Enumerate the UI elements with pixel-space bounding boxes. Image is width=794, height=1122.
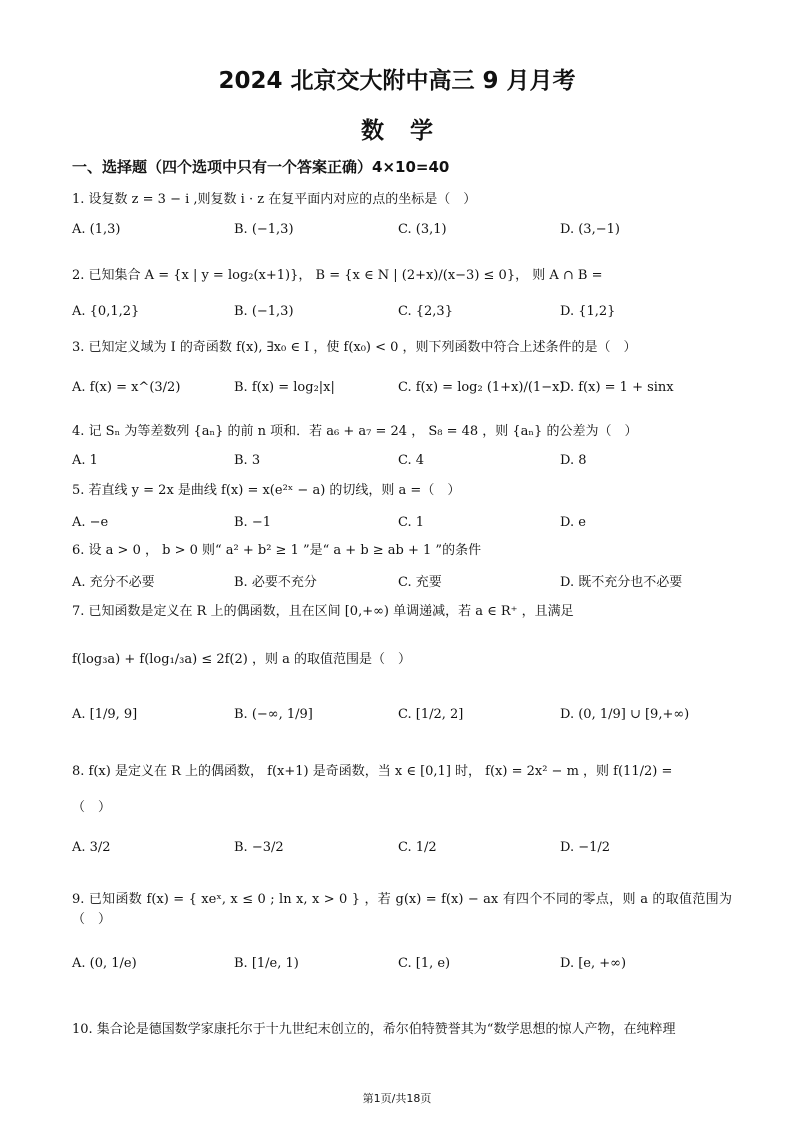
question-7-options [72,707,732,731]
option-a: A. [1/9, 9] [72,707,138,722]
option-a: A. {0,1,2} [72,304,140,319]
option-a: A. 1 [72,453,98,468]
question-5-options [72,515,732,539]
option-c: C. 1/2 [398,840,437,855]
question-10-stem: 10. 集合论是德国数学家康托尔于十九世纪末创立的，希尔伯特赞誉其为“数学思想的惊人产物，在纯粹理 [72,1022,676,1037]
question-6-options [72,571,732,595]
option-d: D. e [560,515,586,530]
option-b: B. [1/e, 1) [234,956,299,971]
option-b: B. 3 [234,453,261,468]
page-footer: 第1页/共18页 [362,1092,432,1105]
option-b: B. (−1,3) [234,222,294,237]
option-c: C. 1 [398,515,425,530]
question-8-options [72,840,732,864]
option-a: A. (1,3) [72,222,121,237]
page-title: 2024 北京交大附中高三 9 月月考 [218,68,576,94]
option-c: C. (3,1) [398,222,447,237]
option-b: B. (−∞, 1/9] [234,707,313,722]
question-1-stem: 1. 设复数 z = 3 − i ,则复数 i · z 在复平面内对应的点的坐标是（ ） [72,192,477,207]
option-d: D. [e, +∞) [560,956,627,971]
option-d: D. 8 [560,453,587,468]
question-1-options [72,222,732,246]
option-d: D. (3,−1) [560,222,620,237]
option-b: B. 必要不充分 [234,575,317,590]
question-2-stem: 2. 已知集合 A = {x | y = log₂(x+1)}， B = {x ∈ N | (2+x)/(x−3) ≤ 0}， 则 A ∩ B = [72,268,603,283]
question-4-stem: 4. 记 Sₙ 为等差数列 {aₙ} 的前 n 项和．若 a₆ + a₇ = 24 ， S₈ = 48 ，则 {aₙ} 的公差为（ ） [72,424,638,439]
option-a: A. (0, 1/e) [72,956,137,971]
option-b: B. f(x) = log₂|x| [234,380,335,395]
option-a: A. 充分不必要 [72,575,155,590]
question-9-stem: 9. 已知函数 f(x) = { xeˣ, x ≤ 0 ; ln x, x > 0 } ，若 g(x) = f(x) − ax 有四个不同的零点，则 a 的取值范围为（ ） [72,892,732,927]
question-2-options [72,304,732,328]
option-c: C. {2,3} [398,304,453,319]
option-b: B. (−1,3) [234,304,294,319]
option-b: B. −3/2 [234,840,284,855]
question-7-stem: 7. 已知函数是定义在 R 上的偶函数，且在区间 [0,+∞) 单调递减，若 a ∈ R⁺ ，且满足 [72,604,574,619]
question-4-options [72,453,732,477]
option-c: C. 充要 [398,575,442,590]
option-d: D. f(x) = 1 + sinx [560,380,674,395]
section-heading: 一、选择题（四个选项中只有一个答案正确）4×10=40 [72,158,450,176]
option-d: D. {1,2} [560,304,616,319]
option-d: D. 既不充分也不必要 [560,575,683,590]
question-3-stem: 3. 已知定义域为 I 的奇函数 f(x), ∃x₀ ∈ I ，使 f(x₀) < 0 ，则下列函数中符合上述条件的是（ ） [72,340,637,355]
option-d: D. (0, 1/9] ∪ [9,+∞) [560,707,690,722]
question-9-options [72,956,732,980]
question-8-stem: 8. f(x) 是定义在 R 上的偶函数， f(x+1) 是奇函数，当 x ∈ [0,1] 时， f(x) = 2x² − m ，则 f(11/2) = [72,764,673,779]
option-a: A. −e [72,515,109,530]
option-b: B. −1 [234,515,271,530]
option-c: C. [1, e) [398,956,451,971]
question-5-stem: 5. 若直线 y = 2x 是曲线 f(x) = x(e²ˣ − a) 的切线，则 a =（ ） [72,483,461,498]
option-c: C. f(x) = log₂ (1+x)/(1−x) [398,380,565,395]
question-8-stem-line2: （ ） [72,800,112,815]
subject-heading: 数学 [361,118,459,144]
option-a: A. f(x) = x^(3/2) [72,380,181,395]
question-7-stem-line2: f(log₃a) + f(log₁/₃a) ≤ 2f(2) ，则 a 的取值范围是（ ） [72,652,411,667]
option-c: C. [1/2, 2] [398,707,464,722]
question-6-stem: 6. 设 a > 0 ， b > 0 则“ a² + b² ≥ 1 ”是“ a + b ≥ ab + 1 ”的条件 [72,543,482,558]
option-c: C. 4 [398,453,425,468]
option-a: A. 3/2 [72,840,111,855]
question-3-options [72,380,732,404]
option-d: D. −1/2 [560,840,611,855]
